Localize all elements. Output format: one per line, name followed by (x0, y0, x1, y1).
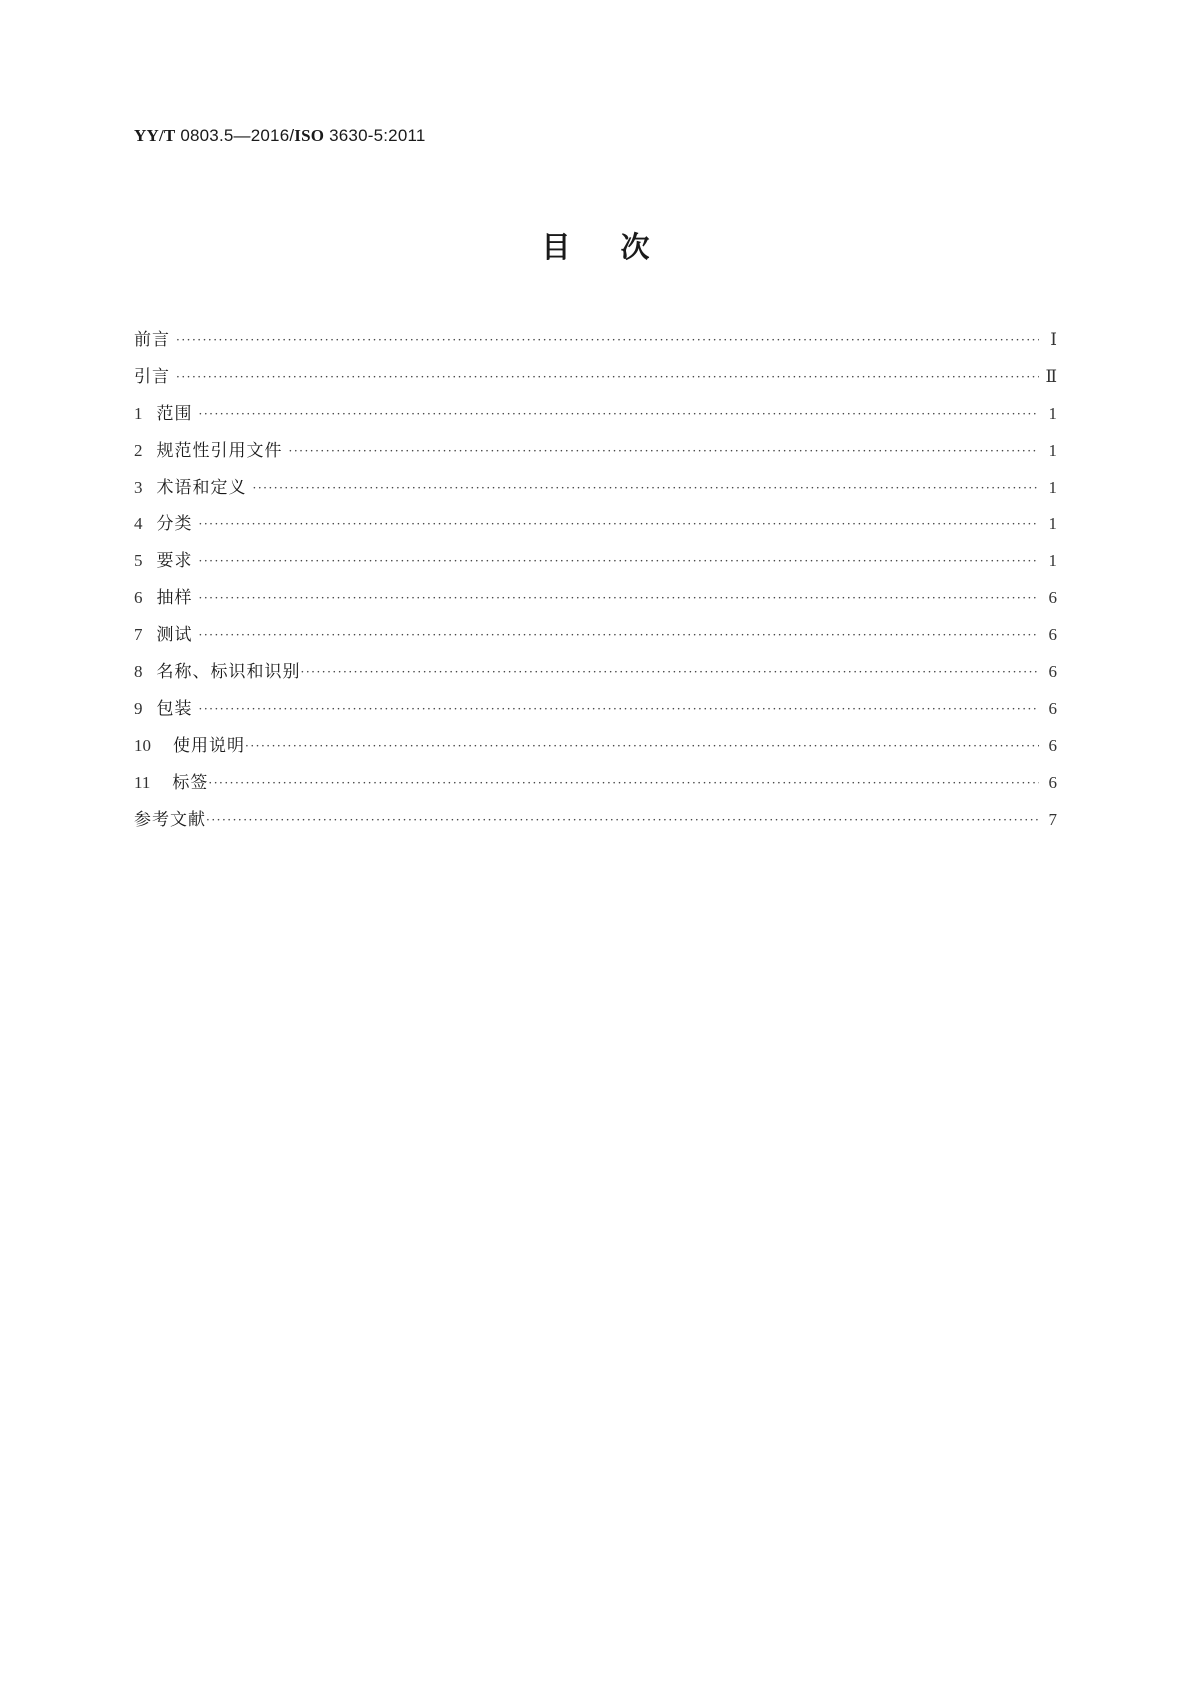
toc-leader-dots (253, 470, 1040, 507)
toc-entry-label: 测试 (156, 625, 193, 646)
toc-entry-label: 规范性引用文件 (156, 440, 283, 461)
toc-entry-page: 6 (1048, 698, 1057, 718)
toc-leader-dots (199, 617, 1040, 654)
toc-entry-label: 范围 (156, 403, 193, 424)
toc-leader-dots (208, 765, 1039, 802)
toc-entry-label: 术语和定义 (156, 477, 247, 498)
toc-entry-page: 6 (1048, 588, 1057, 608)
toc-entry-page: 6 (1048, 625, 1057, 645)
toc-entry-number: 1 (134, 403, 143, 423)
toc-entry-normative-references[interactable] (134, 433, 1057, 470)
toc-entry-number: 9 (134, 698, 143, 718)
toc-leader-dots (199, 396, 1040, 433)
toc-entry-page: 1 (1048, 440, 1057, 460)
toc-entry-label: 名称、标识和识别 (156, 662, 301, 682)
toc-entry-label: 前言 (134, 329, 170, 350)
toc-entry-number: 2 (134, 440, 143, 460)
toc-leader-dots (245, 728, 1039, 765)
doc-id-iso-number: 3630-5:2011 (324, 126, 426, 145)
toc-leader-dots (199, 506, 1040, 543)
toc-leader-dots (199, 543, 1040, 580)
toc-entry-page: 6 (1048, 772, 1057, 792)
toc-entry-label: 使用说明 (173, 735, 245, 756)
toc-entry-testing[interactable] (134, 617, 1057, 654)
toc-entry-page: 7 (1048, 809, 1057, 829)
toc-entry-instructions[interactable] (134, 728, 1057, 765)
toc-entry-packaging[interactable] (134, 691, 1057, 728)
toc-leader-dots (199, 691, 1040, 728)
toc-leader-dots (206, 802, 1039, 839)
toc-entry-scope[interactable] (134, 396, 1057, 433)
table-of-contents (134, 322, 1057, 838)
toc-entry-page: 6 (1048, 662, 1057, 681)
toc-entry-label: 包装 (156, 698, 193, 719)
toc-entry-number: 11 (134, 772, 151, 792)
toc-entry-designation[interactable] (134, 654, 1057, 691)
page-title: 目次 (541, 230, 700, 264)
toc-entry-label: 参考文献 (134, 809, 206, 830)
toc-entry-label: 标签 (172, 772, 209, 793)
toc-entry-foreword[interactable] (134, 322, 1057, 359)
toc-entry-page: Ⅱ (1045, 366, 1057, 386)
toc-entry-page: 1 (1048, 551, 1057, 571)
toc-entry-bibliography[interactable] (134, 802, 1057, 839)
toc-entry-page: Ⅰ (1050, 329, 1057, 349)
toc-entry-classification[interactable] (134, 506, 1057, 543)
toc-leader-dots (199, 580, 1040, 617)
toc-entry-number: 3 (134, 477, 143, 497)
toc-entry-page: 1 (1048, 514, 1057, 534)
toc-leader-dots (289, 433, 1040, 470)
toc-entry-page: 6 (1048, 735, 1057, 755)
doc-id-iso-prefix: ISO (294, 126, 325, 145)
toc-entry-introduction[interactable] (134, 359, 1057, 396)
toc-entry-label: 抽样 (156, 588, 193, 609)
doc-id-standard-prefix: YY/T (134, 126, 176, 145)
toc-entry-number: 6 (134, 588, 143, 608)
toc-entry-terms-definitions[interactable] (134, 470, 1057, 507)
toc-entry-labelling[interactable] (134, 765, 1057, 802)
toc-entry-number: 5 (134, 551, 143, 571)
toc-entry-number: 7 (134, 625, 143, 645)
toc-entry-number: 8 (134, 662, 143, 681)
toc-entry-label: 要求 (156, 551, 193, 572)
toc-entry-number: 10 (134, 735, 151, 755)
toc-leader-dots (176, 359, 1039, 396)
toc-entry-page: 1 (1048, 477, 1057, 497)
toc-entry-number: 4 (134, 514, 143, 534)
toc-leader-dots (301, 654, 1040, 691)
document-identifier (134, 126, 426, 146)
toc-entry-label: 引言 (134, 366, 170, 387)
doc-id-standard-number: 0803.5—2016/ (175, 126, 295, 145)
toc-entry-page: 1 (1048, 403, 1057, 423)
toc-entry-label: 分类 (156, 514, 193, 535)
toc-entry-sampling[interactable] (134, 580, 1057, 617)
toc-entry-requirements[interactable] (134, 543, 1057, 580)
toc-leader-dots (176, 322, 1039, 359)
